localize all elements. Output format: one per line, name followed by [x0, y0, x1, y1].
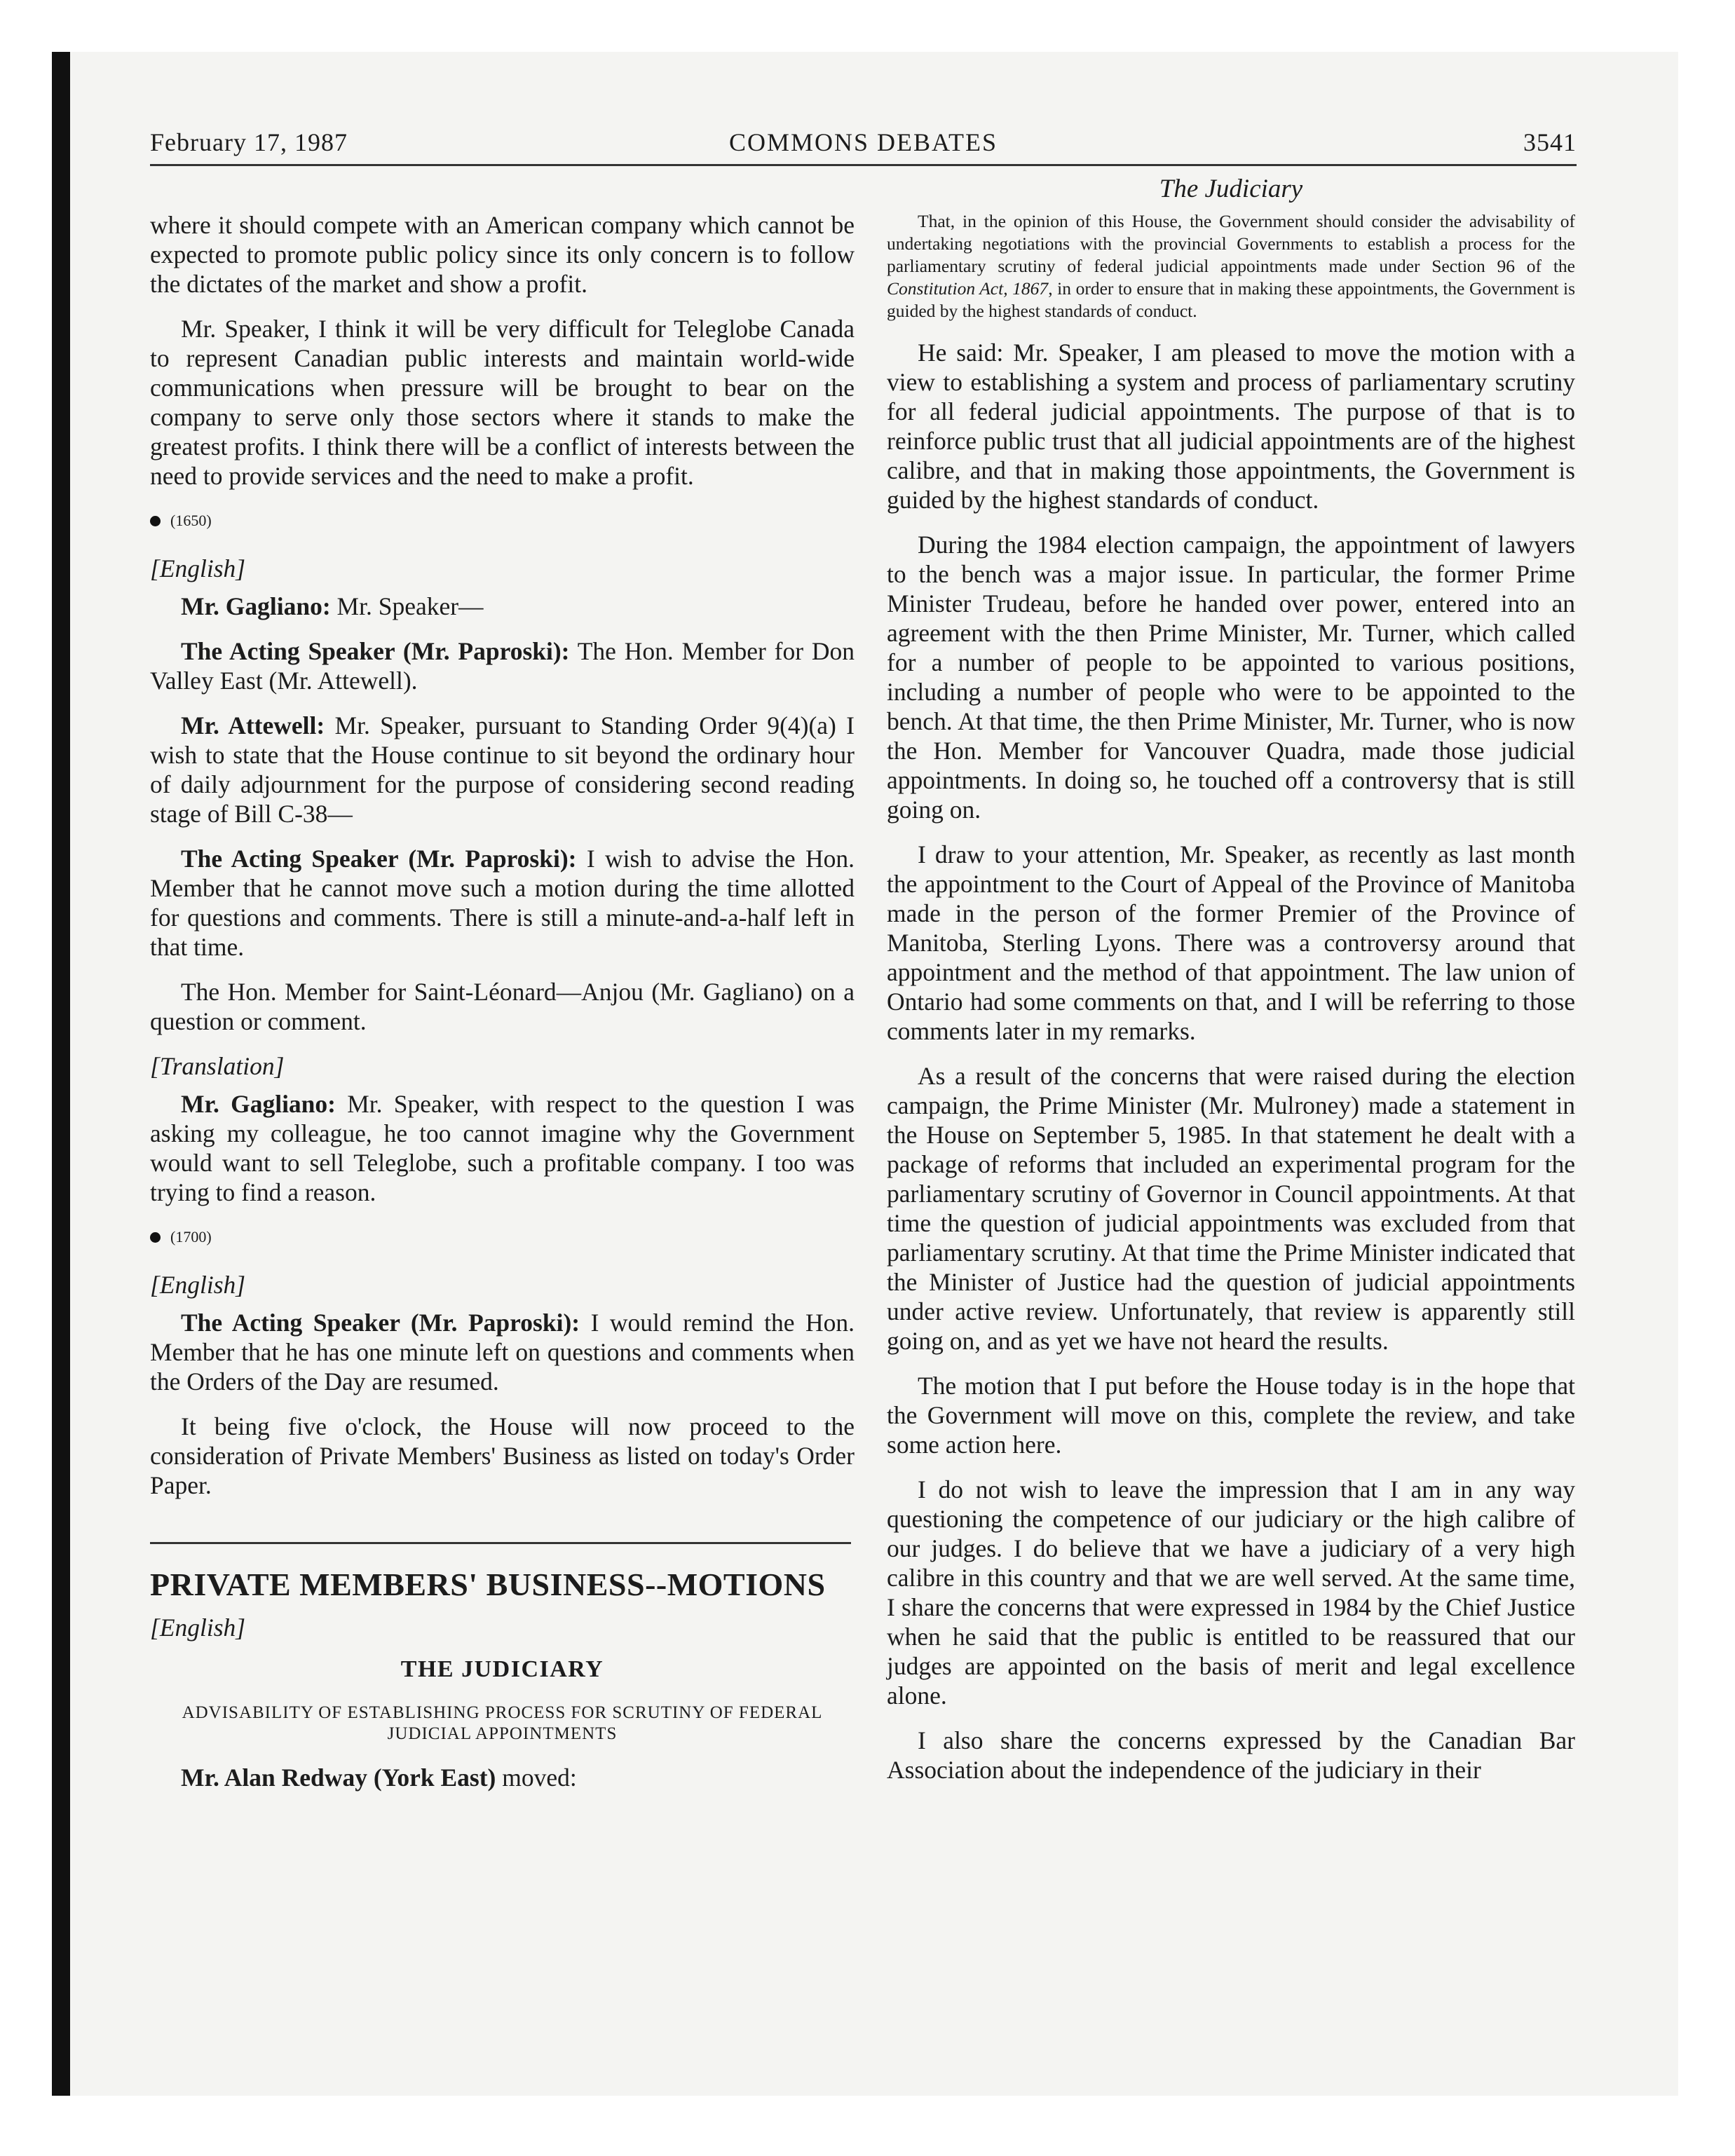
speech-text: I would remind the Hon. Member that he has one minute left on questions and comments when the Orders of the Day are resumed. [150, 1309, 855, 1396]
language-marker: [English] [150, 1613, 246, 1642]
speech-text: Mr. Speaker— [330, 592, 484, 620]
section-title: PRIVATE MEMBERS' BUSINESS--MOTIONS [150, 1567, 826, 1602]
page-header [150, 121, 1577, 163]
bullet-icon [150, 516, 161, 526]
speech-paragraph [150, 1089, 855, 1207]
paragraph: Mr. Speaker, I think it will be very difficult for Teleglobe Canada to represent Canadian public interests and maintain world-wide communications when pressure will be brought to bear on the company to serve only those sectors where it stands to make the greatest profits. I think there will be a conflict of interests between the need to provide services and the need to make a profit. [150, 315, 855, 490]
paragraph: As a result of the concerns that were raised during the election campaign, the Prime Minister (Mr. Mulroney) made a statement in the House on September 5, 1985. In that statement he dealt with a package of reforms that included an experimental program for the parliamentary scrutiny of Governor in Council appointments. At that time the question of judicial appointments was excluded from that parliamentary scrutiny. At that time the Prime Minister indicated that the Minister of Justice had the question of judicial appointments under active review. Unfortunately, that review is apparently still going on, and as yet we have not heard the results. [887, 1062, 1575, 1355]
right-column [887, 210, 1575, 1800]
paragraph: It being five o'clock, the House will now proceed to the consideration of Private Members' Business as listed on today's Order Paper. [150, 1412, 855, 1499]
section-divider [150, 1542, 851, 1544]
header-title: COMMONS DEBATES [728, 128, 998, 156]
scan-edge-bar [52, 52, 70, 2096]
motion-text-part: That, in the opinion of this House, the Government should consider the advisability of undertaking negotiations with the provincial Governments to establish a process for the parliamentary scrutiny of federal judicial appointments made under Section 96 of the [887, 211, 1575, 276]
header-date: February 17, 1987 [150, 128, 348, 156]
paragraph: During the 1984 election campaign, the appointment of lawyers to the bench was a major issue. In particular, the former Prime Minister Trudeau, before he handed over power, entered into an agreement with the then Prime Minister, Mr. Turner, which called for a number of people to be appointed to various positions, including a number of people who were to be appointed to the bench. At that time, the then Prime Minister, Mr. Turner, who is now the Hon. Member for Vancouver Quadra, made those judicial appointments. In doing so, he touched off a controversy that is still going on. [887, 531, 1575, 824]
running-head: The Judiciary [1159, 175, 1303, 203]
left-column [150, 210, 855, 1808]
speech-paragraph [150, 711, 855, 828]
speech-paragraph [150, 592, 855, 621]
speech-paragraph [150, 1308, 855, 1396]
speaker-name: The Acting Speaker (Mr. Paproski): [181, 637, 570, 665]
speaker-name: The Acting Speaker (Mr. Paproski): [181, 845, 577, 873]
speaker-name: Mr. Gagliano: [181, 1090, 336, 1118]
speech-text: The Hon. Member for Don Valley East (Mr. Attewell). [150, 637, 855, 695]
timestamp-text: (1650) [170, 512, 212, 529]
motion-citation: Constitution Act, 1867 [887, 278, 1049, 299]
language-marker: [English] [150, 554, 246, 582]
language-marker: [Translation] [150, 1052, 285, 1080]
paragraph: I also share the concerns expressed by the Canadian Bar Association about the independence of the judiciary in their [887, 1726, 1575, 1784]
timestamp [150, 506, 855, 535]
speaker-name: The Acting Speaker (Mr. Paproski): [181, 1309, 580, 1337]
page-number: 3541 [1523, 128, 1577, 156]
subject-heading: THE JUDICIARY [400, 1656, 604, 1682]
speech-paragraph [150, 844, 855, 962]
language-marker: [English] [150, 1271, 246, 1299]
paragraph: He said: Mr. Speaker, I am pleased to move the motion with a view to establishing a system and process of parliamentary scrutiny for all federal judicial appointments. The purpose of that is to reinforce public trust that all judicial appointments are of the highest calibre, and that in making those appointments, the Government is guided by the highest standards of conduct. [887, 339, 1575, 514]
paragraph: I draw to your attention, Mr. Speaker, as recently as last month the appointment to the Court of Appeal of the Province of Manitoba made in the person of the former Premier of the Province of Manitoba, Sterling Lyons. There was a controversy around that appointment and the method of that appointment. The law union of Ontario had some comments on that, and I will be referring to those comments later in my remarks. [887, 840, 1575, 1045]
speech-text: Mr. Speaker, with respect to the question I was asking my colleague, he too cannot imagine why the Government would want to sell Teleglobe, such a profitable company. I too was trying to find a reason. [150, 1090, 855, 1206]
paragraph: The Hon. Member for Saint-Léonard—Anjou (Mr. Gagliano) on a question or comment. [150, 978, 855, 1035]
speech-text: I wish to advise the Hon. Member that he cannot move such a motion during the time allotted for questions and comments. There is still a minute-and-a-half left in that time. [150, 845, 855, 961]
mover-text: moved: [496, 1763, 577, 1792]
bullet-icon [150, 1232, 161, 1243]
header-rule [150, 164, 1577, 166]
timestamp [150, 1222, 855, 1252]
motion-text-part: , in order to ensure that in making these appointments, the Government is guided by the highest standards of conduct. [887, 278, 1576, 321]
speaker-name: Mr. Attewell: [181, 711, 325, 739]
speech-paragraph [150, 636, 855, 695]
mover-line [150, 1763, 855, 1792]
paragraph: The motion that I put before the House today is in the hope that the Government will move on this, complete the review, and take some action here. [887, 1372, 1575, 1459]
paragraph: I do not wish to leave the impression that I am in any way questioning the competence of our judiciary or the high calibre of our judges. I do believe that we have a judiciary of a very high calibre in this country and that we are well served. At the same time, I share the concerns that were expressed in 1984 by the Chief Justice when he said that the public is entitled to be reassured that our judges are appointed on the basis of merit and legal excellence alone. [887, 1475, 1575, 1710]
speech-text: Mr. Speaker, pursuant to Standing Order 9(4)(a) I wish to state that the House continue to sit beyond the ordinary hour of daily adjournment for the purpose of considering second reading stage of Bill C-38— [150, 711, 855, 828]
paragraph: where it should compete with an American company which cannot be expected to promote public policy since its only concern is to follow the dictates of the market and show a profit. [150, 211, 855, 298]
subject-subtitle: ADVISABILITY OF ESTABLISHING PROCESS FOR SCRUTINY OF FEDERAL JUDICIAL APPOINTMENTS [182, 1703, 823, 1743]
motion-text [887, 210, 1575, 322]
speaker-name: Mr. Gagliano: [181, 592, 331, 620]
timestamp-text: (1700) [170, 1228, 212, 1246]
mover-name: Mr. Alan Redway (York East) [181, 1763, 496, 1792]
